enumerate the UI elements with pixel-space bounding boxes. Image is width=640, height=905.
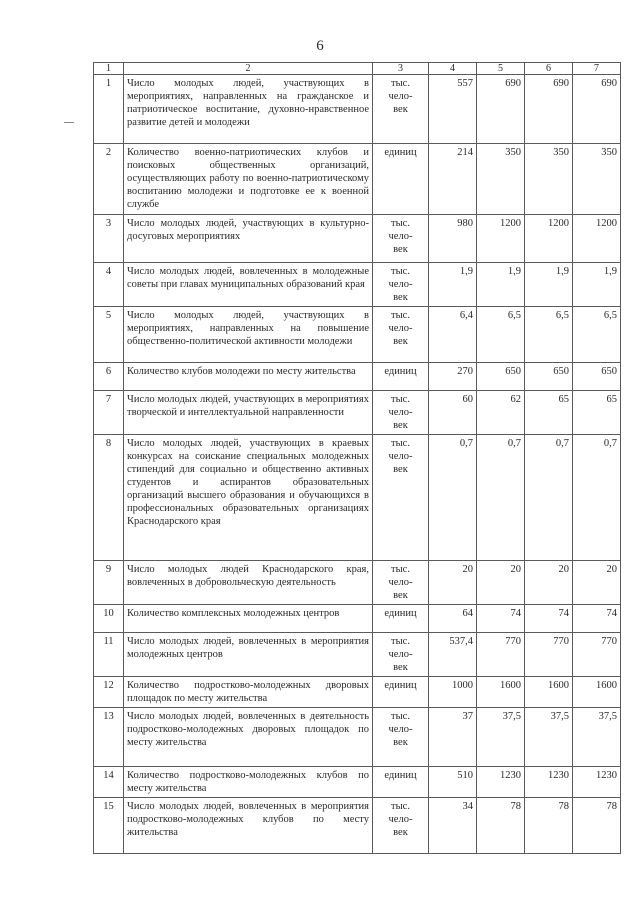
value-cell: 60 (429, 391, 477, 435)
row-number: 14 (94, 767, 124, 798)
value-cell: 0,7 (573, 435, 621, 561)
value-cell: 74 (477, 605, 525, 633)
row-number: 10 (94, 605, 124, 633)
unit-label: тыс. (391, 636, 410, 647)
unit-label: чело- (388, 577, 413, 588)
value-cell: 20 (525, 561, 573, 605)
value-cell: 1200 (477, 215, 525, 263)
unit-label: век (393, 104, 408, 115)
value-cell: 20 (477, 561, 525, 605)
indicator-name: Число молодых людей, вовлеченных в деятельность подростково-молодежных дворовых площадок по месту жительства (124, 708, 373, 767)
value-cell: 510 (429, 767, 477, 798)
page-number: 6 (316, 38, 324, 54)
unit-cell (373, 633, 429, 677)
value-cell: 37,5 (525, 708, 573, 767)
header-row (94, 63, 621, 75)
unit-label: тыс. (391, 310, 410, 321)
header-cell: 3 (373, 63, 429, 75)
unit-label: век (393, 827, 408, 838)
value-cell: 690 (477, 75, 525, 144)
unit-label: чело- (388, 649, 413, 660)
table-row (94, 263, 621, 307)
value-cell: 65 (573, 391, 621, 435)
value-cell: 1230 (525, 767, 573, 798)
value-cell: 350 (477, 144, 525, 215)
value-cell: 1,9 (429, 263, 477, 307)
table-row (94, 561, 621, 605)
indicator-name: Количество подростково-молодежных клубов по месту жительства (124, 767, 373, 798)
table-row (94, 307, 621, 363)
value-cell: 6,5 (477, 307, 525, 363)
value-cell: 1,9 (573, 263, 621, 307)
header-cell: 6 (525, 63, 573, 75)
table-row (94, 391, 621, 435)
row-number: 9 (94, 561, 124, 605)
header-cell: 4 (429, 63, 477, 75)
unit-label: чело- (388, 323, 413, 334)
row-number: 6 (94, 363, 124, 391)
header-cell: 1 (94, 63, 124, 75)
table-row (94, 75, 621, 144)
value-cell: 0,7 (477, 435, 525, 561)
value-cell: 770 (525, 633, 573, 677)
unit-label: чело- (388, 724, 413, 735)
unit-label: чело- (388, 451, 413, 462)
unit-label: единиц (384, 770, 417, 781)
unit-label: век (393, 336, 408, 347)
value-cell: 270 (429, 363, 477, 391)
value-cell: 64 (429, 605, 477, 633)
unit-cell (373, 677, 429, 708)
value-cell: 650 (573, 363, 621, 391)
unit-label: век (393, 662, 408, 673)
value-cell: 20 (429, 561, 477, 605)
value-cell: 770 (573, 633, 621, 677)
indicator-name: Число молодых людей, участвующих в мероприятиях, направленных на повышение общественно-политической активности молодежи (124, 307, 373, 363)
indicator-name: Число молодых людей, вовлеченных в мероприятия подростково-молодежных клубов по месту жительства (124, 798, 373, 854)
value-cell: 78 (525, 798, 573, 854)
indicator-name: Количество военно-патриотических клубов и поисковых общественных организаций, осуществляющих работу по военно-патриотическому воспитанию молодежи и подготовке ее к военной службе (124, 144, 373, 215)
unit-cell (373, 307, 429, 363)
value-cell: 690 (525, 75, 573, 144)
unit-label: чело- (388, 91, 413, 102)
value-cell: 34 (429, 798, 477, 854)
row-number: 4 (94, 263, 124, 307)
header-cell: 5 (477, 63, 525, 75)
table-row (94, 363, 621, 391)
value-cell: 6,4 (429, 307, 477, 363)
unit-label: единиц (384, 608, 417, 619)
table-row (94, 677, 621, 708)
value-cell: 350 (573, 144, 621, 215)
value-cell: 78 (573, 798, 621, 854)
unit-label: чело- (388, 279, 413, 290)
value-cell: 6,5 (573, 307, 621, 363)
unit-cell (373, 75, 429, 144)
table-row (94, 633, 621, 677)
unit-label: единиц (384, 366, 417, 377)
unit-label: тыс. (391, 78, 410, 89)
unit-label: тыс. (391, 266, 410, 277)
unit-label: тыс. (391, 711, 410, 722)
row-number: 15 (94, 798, 124, 854)
unit-cell (373, 215, 429, 263)
row-number: 1 (94, 75, 124, 144)
unit-cell (373, 561, 429, 605)
table-row (94, 708, 621, 767)
value-cell: 1230 (573, 767, 621, 798)
indicator-name: Число молодых людей, участвующих в краевых конкурсах на соискание специальных молодежных стипендий для социально и общественно активных студентов и аспирантов образовательных организаций высшего образования и обучающихся в профессиональных образовательных организациях Краснодарского края (124, 435, 373, 561)
unit-cell (373, 767, 429, 798)
indicator-name: Число молодых людей, участвующих в мероприятиях, направленных на гражданское и патриотическое воспитание, духовно-нравственное развитие детей и молодежи (124, 75, 373, 144)
value-cell: 6,5 (525, 307, 573, 363)
row-number: 12 (94, 677, 124, 708)
unit-label: чело- (388, 231, 413, 242)
value-cell: 1200 (573, 215, 621, 263)
value-cell: 37,5 (573, 708, 621, 767)
value-cell: 62 (477, 391, 525, 435)
value-cell: 65 (525, 391, 573, 435)
row-number: 11 (94, 633, 124, 677)
table-row (94, 144, 621, 215)
unit-label: век (393, 590, 408, 601)
indicator-name: Число молодых людей Краснодарского края, вовлеченных в добровольческую деятельность (124, 561, 373, 605)
value-cell: 1200 (525, 215, 573, 263)
value-cell: 78 (477, 798, 525, 854)
value-cell: 1230 (477, 767, 525, 798)
row-number: 3 (94, 215, 124, 263)
value-cell: 537,4 (429, 633, 477, 677)
unit-cell (373, 708, 429, 767)
indicator-name: Количество подростково-молодежных дворовых площадок по месту жительства (124, 677, 373, 708)
unit-label: тыс. (391, 394, 410, 405)
row-number: 5 (94, 307, 124, 363)
unit-label: тыс. (391, 564, 410, 575)
header-cell: 7 (573, 63, 621, 75)
value-cell: 1600 (573, 677, 621, 708)
table-row (94, 435, 621, 561)
value-cell: 557 (429, 75, 477, 144)
indicator-name: Число молодых людей, участвующих в культурно-досуговых мероприятиях (124, 215, 373, 263)
value-cell: 37,5 (477, 708, 525, 767)
unit-cell (373, 435, 429, 561)
header-cell: 2 (124, 63, 373, 75)
unit-label: век (393, 737, 408, 748)
value-cell: 20 (573, 561, 621, 605)
indicator-name: Количество клубов молодежи по месту жительства (124, 363, 373, 391)
row-number: 7 (94, 391, 124, 435)
value-cell: 0,7 (429, 435, 477, 561)
indicators-table (93, 62, 621, 854)
value-cell: 74 (573, 605, 621, 633)
value-cell: 1,9 (525, 263, 573, 307)
unit-label: век (393, 292, 408, 303)
unit-cell (373, 363, 429, 391)
row-number: 8 (94, 435, 124, 561)
indicator-name: Число молодых людей, вовлеченных в мероприятия молодежных центров (124, 633, 373, 677)
table-row (94, 767, 621, 798)
value-cell: 650 (525, 363, 573, 391)
value-cell: 74 (525, 605, 573, 633)
indicator-name: Число молодых людей, участвующих в мероприятиях творческой и интеллектуальной направленности (124, 391, 373, 435)
unit-label: чело- (388, 814, 413, 825)
value-cell: 1000 (429, 677, 477, 708)
margin-mark (64, 122, 74, 123)
table-row (94, 215, 621, 263)
unit-label: чело- (388, 407, 413, 418)
value-cell: 980 (429, 215, 477, 263)
table-body (94, 75, 621, 854)
unit-cell (373, 263, 429, 307)
unit-label: век (393, 420, 408, 431)
unit-cell (373, 605, 429, 633)
unit-cell (373, 391, 429, 435)
indicator-name: Число молодых людей, вовлеченных в молодежные советы при главах муниципальных образований края (124, 263, 373, 307)
unit-label: век (393, 244, 408, 255)
unit-label: тыс. (391, 438, 410, 449)
value-cell: 770 (477, 633, 525, 677)
unit-label: единиц (384, 680, 417, 691)
value-cell: 1600 (477, 677, 525, 708)
value-cell: 350 (525, 144, 573, 215)
unit-cell (373, 144, 429, 215)
table-row (94, 798, 621, 854)
unit-label: тыс. (391, 801, 410, 812)
unit-label: век (393, 464, 408, 475)
value-cell: 1,9 (477, 263, 525, 307)
table-row (94, 605, 621, 633)
unit-cell (373, 798, 429, 854)
value-cell: 214 (429, 144, 477, 215)
unit-label: единиц (384, 147, 417, 158)
value-cell: 1600 (525, 677, 573, 708)
value-cell: 37 (429, 708, 477, 767)
row-number: 13 (94, 708, 124, 767)
value-cell: 0,7 (525, 435, 573, 561)
value-cell: 650 (477, 363, 525, 391)
value-cell: 690 (573, 75, 621, 144)
row-number: 2 (94, 144, 124, 215)
unit-label: тыс. (391, 218, 410, 229)
indicator-name: Количество комплексных молодежных центров (124, 605, 373, 633)
